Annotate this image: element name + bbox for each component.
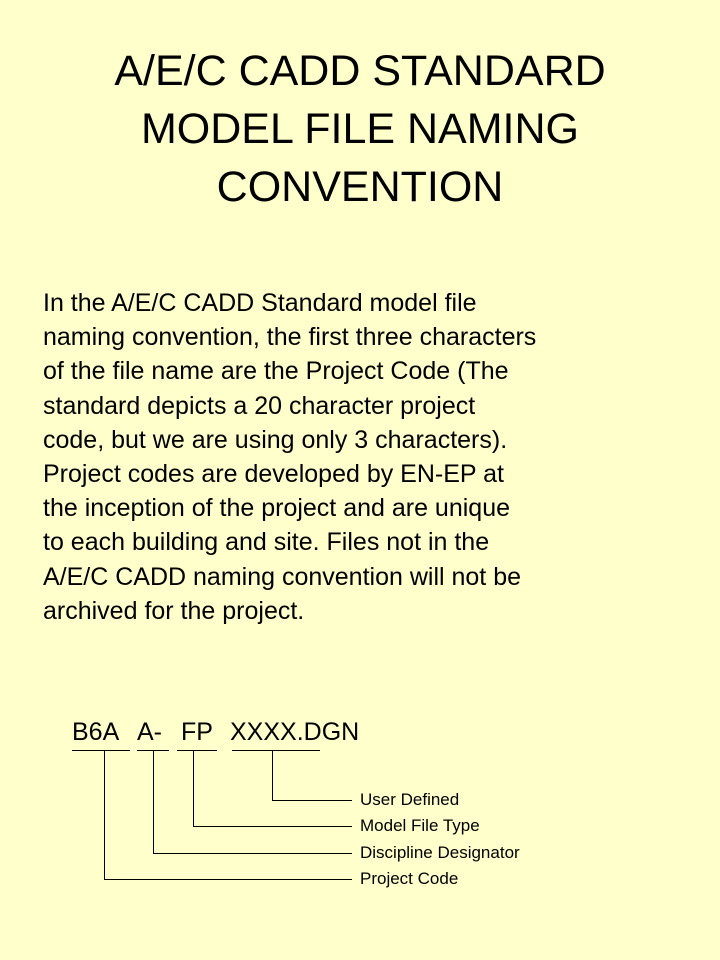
filename-extension: .DGN xyxy=(296,718,360,746)
filename-project-code: B6A xyxy=(72,718,120,746)
description-paragraph xyxy=(43,286,693,628)
filename-discipline: A- xyxy=(137,718,162,746)
page-title xyxy=(0,42,720,216)
title-line-1: A/E/C CADD STANDARD xyxy=(114,47,606,95)
paragraph-line: code, but we are using only 3 characters). xyxy=(43,425,508,454)
paragraph-line: standard depicts a 20 character project xyxy=(43,391,476,420)
title-line-2: MODEL FILE NAMING xyxy=(140,105,580,153)
model-type-underline xyxy=(177,750,217,751)
connector-project-code-horizontal xyxy=(104,879,352,880)
paragraph-line: In the A/E/C CADD Standard model file xyxy=(43,289,477,317)
paragraph-line: the inception of the project and are unique xyxy=(43,494,511,523)
filename-user-defined-text: XXXX xyxy=(230,718,297,746)
paragraph-line: archived for the project. xyxy=(43,596,305,625)
user-defined-underline xyxy=(232,750,320,751)
legend-project-code: Project Code xyxy=(360,869,459,888)
paragraph-line: Project codes are developed by EN-EP at xyxy=(43,460,504,489)
connector-user-defined-vertical xyxy=(272,751,273,800)
legend-model-file-type: Model File Type xyxy=(360,816,480,835)
filename-user-defined xyxy=(230,715,359,749)
legend-discipline-designator: Discipline Designator xyxy=(360,843,520,862)
project-code-underline xyxy=(72,750,130,751)
connector-discipline-horizontal xyxy=(153,853,352,854)
legend-user-defined: User Defined xyxy=(360,790,460,809)
connector-discipline-vertical xyxy=(153,751,154,853)
paragraph-line: naming convention, the first three characters xyxy=(43,323,537,352)
paragraph-line: A/E/C CADD naming convention will not be xyxy=(43,562,522,591)
filename-model-type: FP xyxy=(181,718,213,746)
paragraph-line: to each building and site. Files not in the xyxy=(43,528,490,557)
connector-project-code-vertical xyxy=(104,751,105,879)
connector-model-type-horizontal xyxy=(193,826,352,827)
connector-user-defined-horizontal xyxy=(272,800,352,801)
paragraph-line: of the file name are the Project Code (The xyxy=(43,357,509,386)
connector-model-type-vertical xyxy=(193,751,194,826)
title-line-3: CONVENTION xyxy=(216,163,504,211)
